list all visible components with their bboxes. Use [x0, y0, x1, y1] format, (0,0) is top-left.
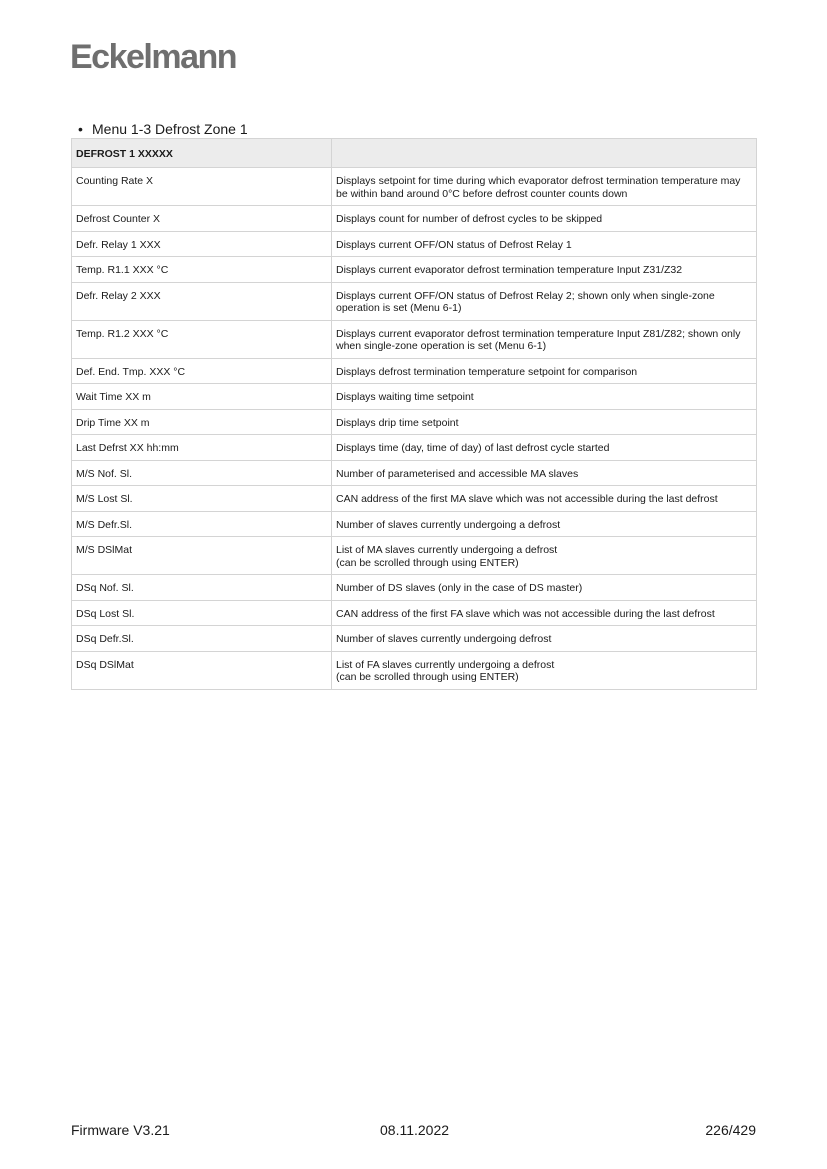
parameter-description-cell: Number of parameterised and accessible MA slaves [332, 460, 757, 486]
parameter-description-cell: CAN address of the first MA slave which was not accessible during the last defrost [332, 486, 757, 512]
parameter-description-cell: Displays current OFF/ON status of Defrost Relay 2; shown only when single-zone operation is set (Menu 6-1) [332, 282, 757, 320]
parameter-name-cell: Temp. R1.2 XXX °C [72, 320, 332, 358]
parameter-name-cell: M/S Lost Sl. [72, 486, 332, 512]
parameter-description-cell: Displays current OFF/ON status of Defrost Relay 1 [332, 231, 757, 257]
parameter-description-cell: List of FA slaves currently undergoing a defrost (can be scrolled through using ENTER) [332, 651, 757, 689]
table-row [72, 435, 757, 461]
parameter-name-cell: Defr. Relay 1 XXX [72, 231, 332, 257]
parameter-name-cell: DSq Lost Sl. [72, 600, 332, 626]
table-row [72, 511, 757, 537]
parameter-description-cell: Displays drip time setpoint [332, 409, 757, 435]
parameter-description-cell: CAN address of the first FA slave which was not accessible during the last defrost [332, 600, 757, 626]
table-row [72, 460, 757, 486]
parameter-description-cell: Displays time (day, time of day) of last defrost cycle started [332, 435, 757, 461]
table-row [72, 575, 757, 601]
table-row [72, 486, 757, 512]
parameter-name-cell: Def. End. Tmp. XXX °C [72, 358, 332, 384]
parameter-description-cell: Number of slaves currently undergoing a defrost [332, 511, 757, 537]
parameter-name-cell: Wait Time XX m [72, 384, 332, 410]
parameter-name-cell: Last Defrst XX hh:mm [72, 435, 332, 461]
table-row [72, 409, 757, 435]
footer-page-number: 226/429 [705, 1122, 756, 1138]
parameter-name-cell: M/S Nof. Sl. [72, 460, 332, 486]
parameter-description-cell: Displays waiting time setpoint [332, 384, 757, 410]
parameter-description-cell: List of MA slaves currently undergoing a defrost (can be scrolled through using ENTER) [332, 537, 757, 575]
parameter-name-cell: M/S DSlMat [72, 537, 332, 575]
parameter-description-cell: Displays count for number of defrost cycles to be skipped [332, 206, 757, 232]
table-row [72, 626, 757, 652]
parameter-name-cell: Defr. Relay 2 XXX [72, 282, 332, 320]
parameter-description-cell: Displays setpoint for time during which evaporator defrost termination temperature may be within band around 0°C before defrost counter counts down [332, 168, 757, 206]
table-row [72, 384, 757, 410]
parameter-name-cell: M/S Defr.Sl. [72, 511, 332, 537]
parameter-name-cell: Defrost Counter X [72, 206, 332, 232]
table-row [72, 231, 757, 257]
section-heading [78, 121, 248, 137]
table-row [72, 600, 757, 626]
footer-date: 08.11.2022 [380, 1122, 450, 1138]
parameter-description-cell: Displays current evaporator defrost termination temperature Input Z81/Z82; shown only when single-zone operation is set (Menu 6-1) [332, 320, 757, 358]
parameter-description-cell: Number of slaves currently undergoing defrost [332, 626, 757, 652]
parameter-name-cell: Temp. R1.1 XXX °C [72, 257, 332, 283]
bullet: • [78, 121, 83, 137]
brand-logo: Eckelmann [70, 38, 237, 76]
parameter-description-cell: Number of DS slaves (only in the case of DS master) [332, 575, 757, 601]
table-row [72, 282, 757, 320]
table-row [72, 537, 757, 575]
footer-firmware: Firmware V3.21 [71, 1122, 170, 1138]
parameter-table [71, 138, 757, 690]
parameter-name-cell: DSq DSlMat [72, 651, 332, 689]
table-header-cell [332, 139, 757, 168]
table-row [72, 168, 757, 206]
section-heading-text: Menu 1-3 Defrost Zone 1 [92, 121, 248, 137]
table-header-cell: DEFROST 1 XXXXX [72, 139, 332, 168]
parameter-name-cell: Counting Rate X [72, 168, 332, 206]
table-row [72, 257, 757, 283]
parameter-name-cell: Drip Time XX m [72, 409, 332, 435]
table-row [72, 320, 757, 358]
table-row [72, 358, 757, 384]
parameter-description-cell: Displays current evaporator defrost termination temperature Input Z31/Z32 [332, 257, 757, 283]
table-row [72, 651, 757, 689]
parameter-name-cell: DSq Nof. Sl. [72, 575, 332, 601]
parameter-description-cell: Displays defrost termination temperature setpoint for comparison [332, 358, 757, 384]
parameter-name-cell: DSq Defr.Sl. [72, 626, 332, 652]
table-header-row [72, 139, 757, 168]
table-row [72, 206, 757, 232]
